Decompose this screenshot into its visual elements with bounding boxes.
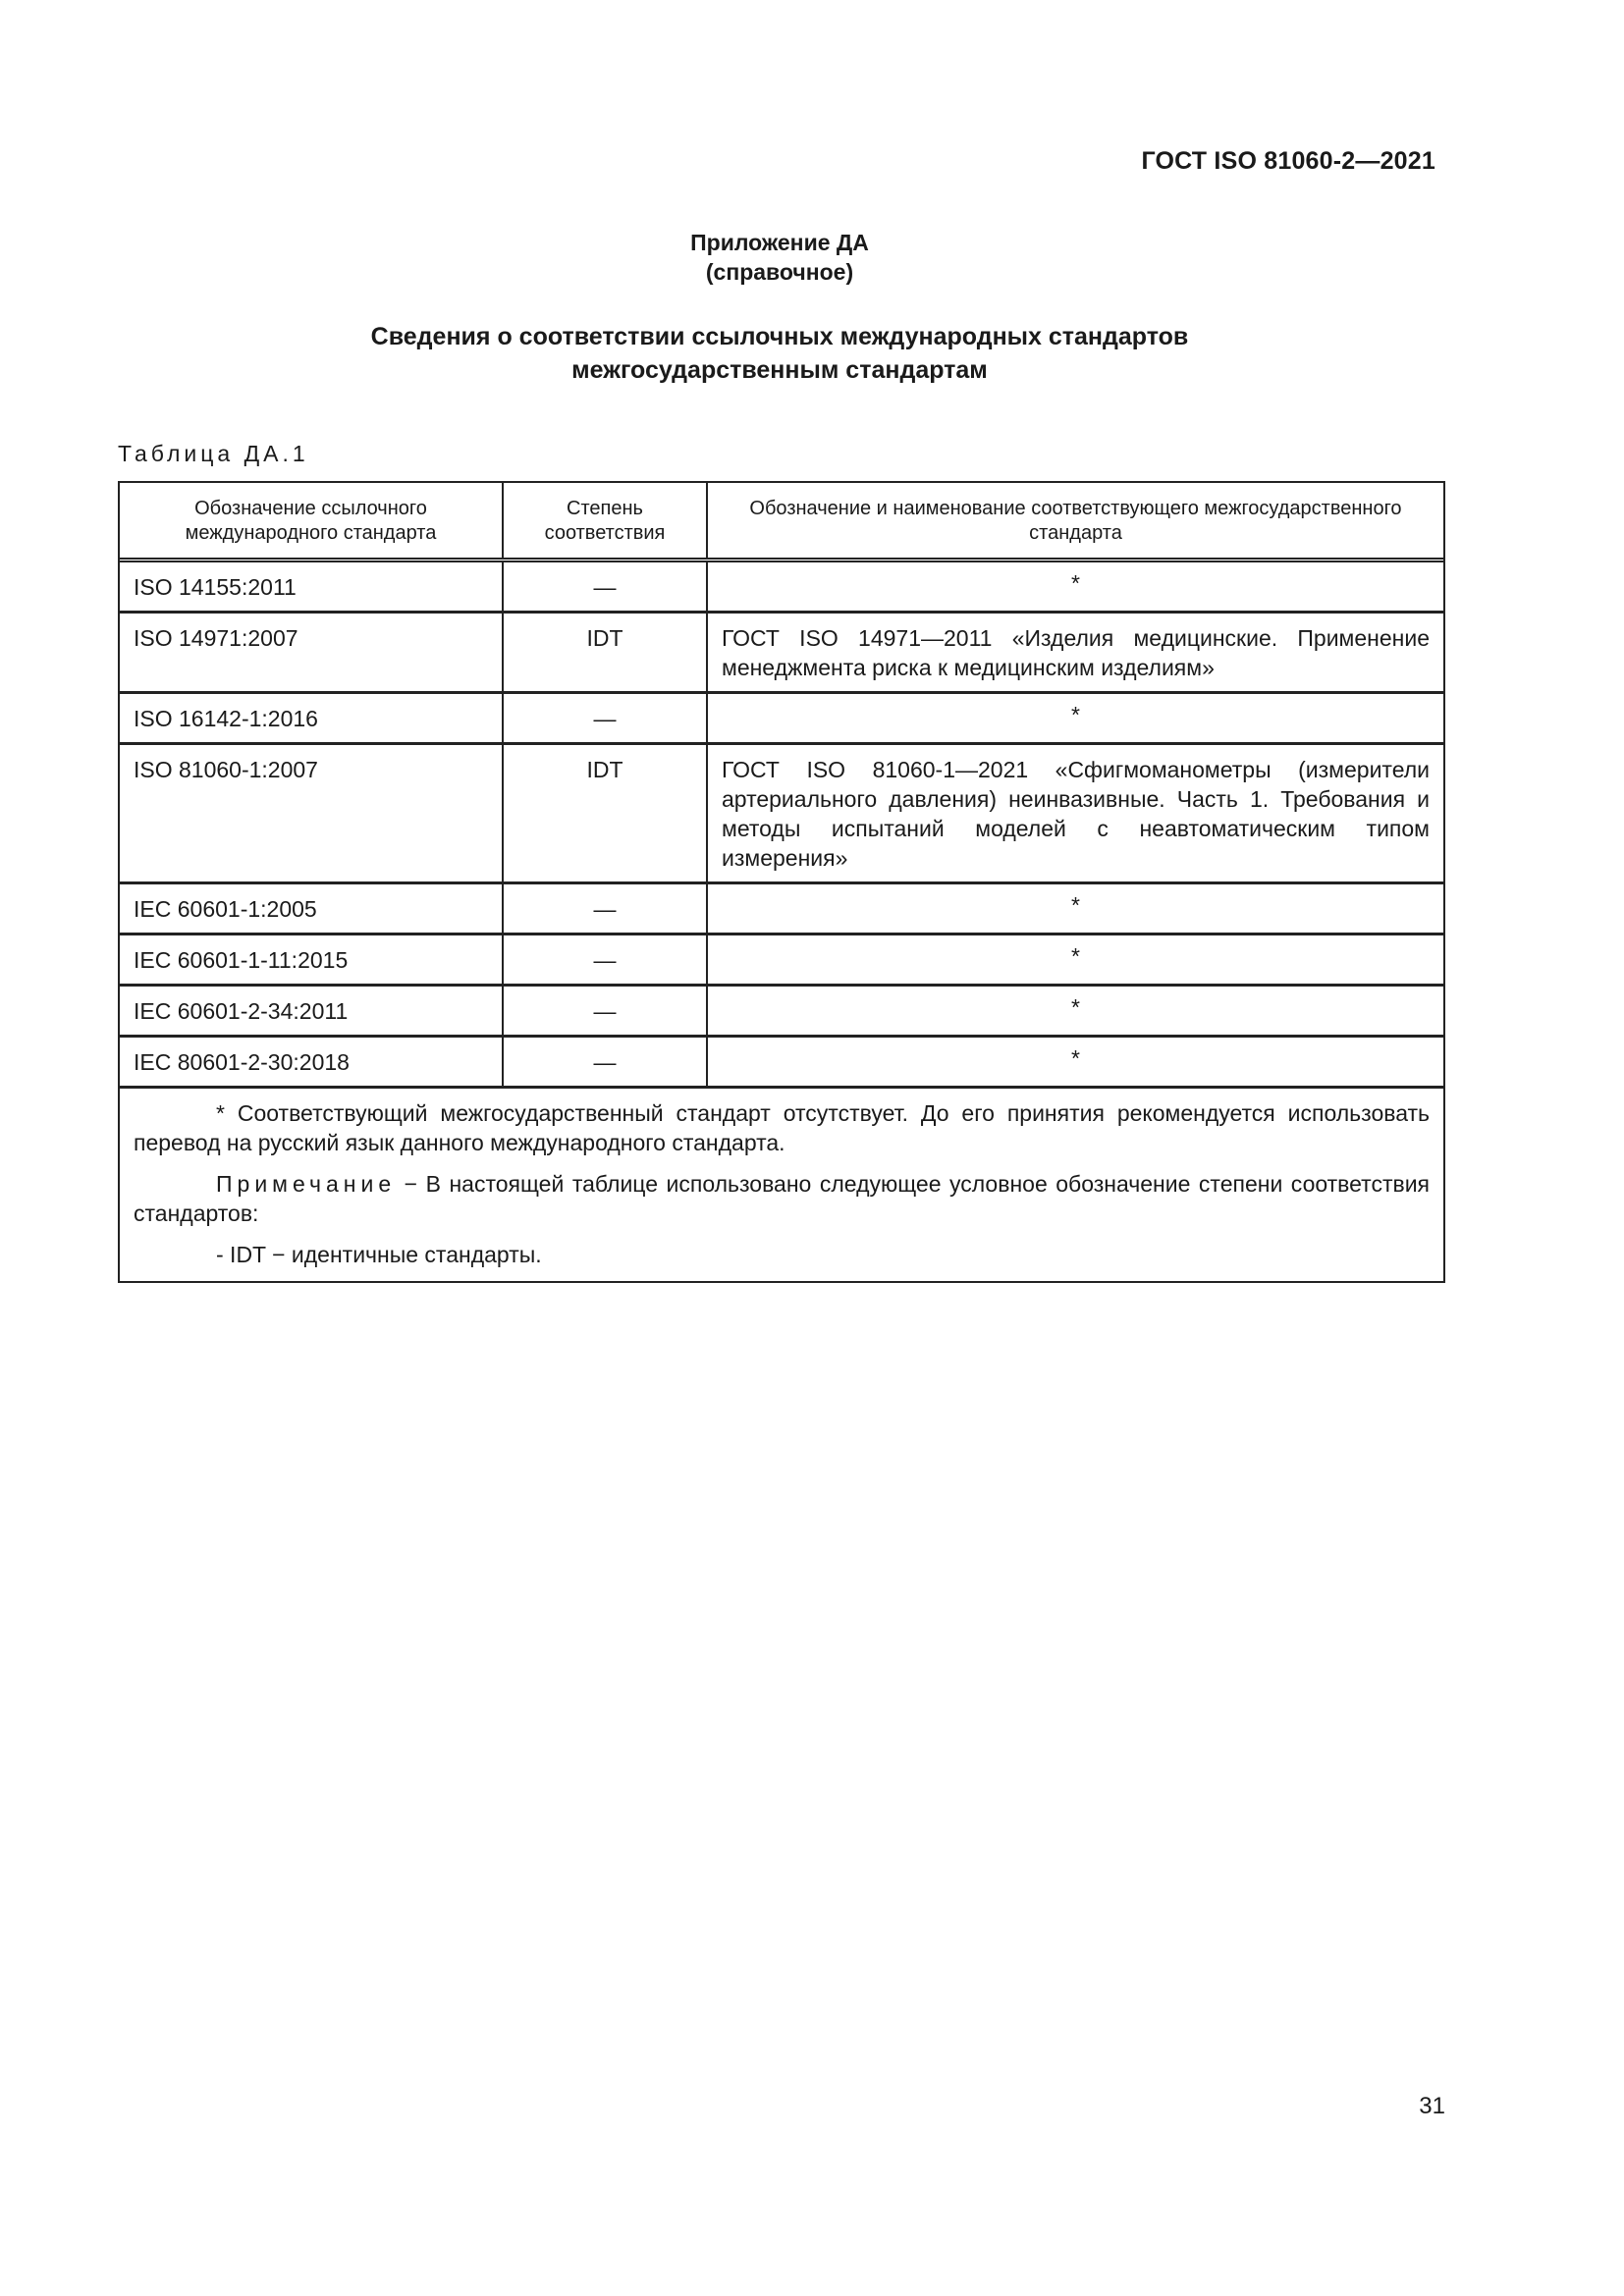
cell-degree: IDT [503,613,707,693]
cell-reference: ISO 16142-1:2016 [120,693,503,744]
cell-interstate: ГОСТ ISO 14971—2011 «Изделия медицинские. Применение менеджмента риска к медицинским изделиям» [707,613,1443,693]
cell-degree: — [503,693,707,744]
cell-interstate: * [707,1037,1443,1088]
column-header-degree: Степень соответствия [503,483,707,561]
cell-reference: ISO 14971:2007 [120,613,503,693]
cell-reference: IEC 80601-2-30:2018 [120,1037,503,1088]
table-note [134,1169,1430,1228]
correspondence-table [118,481,1445,1283]
table-label: Таблица ДА.1 [118,441,309,466]
table-footnote: * Соответствующий межгосударственный стандарт отсутствует. До его принятия рекомендуется использовать перевод на русский язык данного международного стандарта. [134,1100,1430,1155]
table-row [120,986,1443,1037]
document-code: ГОСТ ISO 81060-2—2021 [1141,147,1435,175]
cell-degree: — [503,986,707,1037]
table-header-row [120,483,1443,561]
cell-degree: — [503,1037,707,1088]
degree-legend: - IDT − идентичные стандарты. [216,1242,542,1267]
annex-kind: (справочное) [705,259,854,285]
note-text: − В настоящей таблице использовано следующее условное обозначение степени соответствия стандартов: [134,1171,1430,1226]
page-title-line-2: межгосударственным стандартам [571,356,988,384]
annex-title: Приложение ДА [690,230,869,255]
cell-interstate: * [707,883,1443,934]
cell-reference: IEC 60601-1-11:2015 [120,934,503,986]
page-title-line-1: Сведения о соответствии ссылочных международных стандартов [370,323,1189,350]
table-row [120,613,1443,693]
cell-reference: IEC 60601-1:2005 [120,883,503,934]
table-row [120,883,1443,934]
cell-interstate: * [707,986,1443,1037]
column-header-interstate: Обозначение и наименование соответствующего межгосударственного стандарта [707,483,1443,561]
cell-interstate: ГОСТ ISO 81060-1—2021 «Сфигмоманометры (измерители артериального давления) неинвазивные. Часть 1. Требования и методы испытаний моделей с неавтоматическим типом измерения» [707,744,1443,883]
cell-interstate: * [707,693,1443,744]
cell-reference: ISO 14155:2011 [120,561,503,613]
cell-interstate: * [707,934,1443,986]
table-grid [120,483,1443,1089]
page-number: 31 [1419,2093,1445,2119]
table-notes [120,1089,1443,1281]
cell-interstate: * [707,561,1443,613]
annex-heading [0,228,1559,287]
table-row [120,693,1443,744]
note-label: Примечание [216,1171,397,1197]
cell-degree: — [503,883,707,934]
column-header-reference: Обозначение ссылочного международного стандарта [120,483,503,561]
cell-reference: ISO 81060-1:2007 [120,744,503,883]
page-title [0,320,1559,387]
table-row [120,744,1443,883]
table-row [120,561,1443,613]
cell-degree: IDT [503,744,707,883]
cell-degree: — [503,561,707,613]
cell-reference: IEC 60601-2-34:2011 [120,986,503,1037]
table-row [120,934,1443,986]
table-row [120,1037,1443,1088]
cell-degree: — [503,934,707,986]
